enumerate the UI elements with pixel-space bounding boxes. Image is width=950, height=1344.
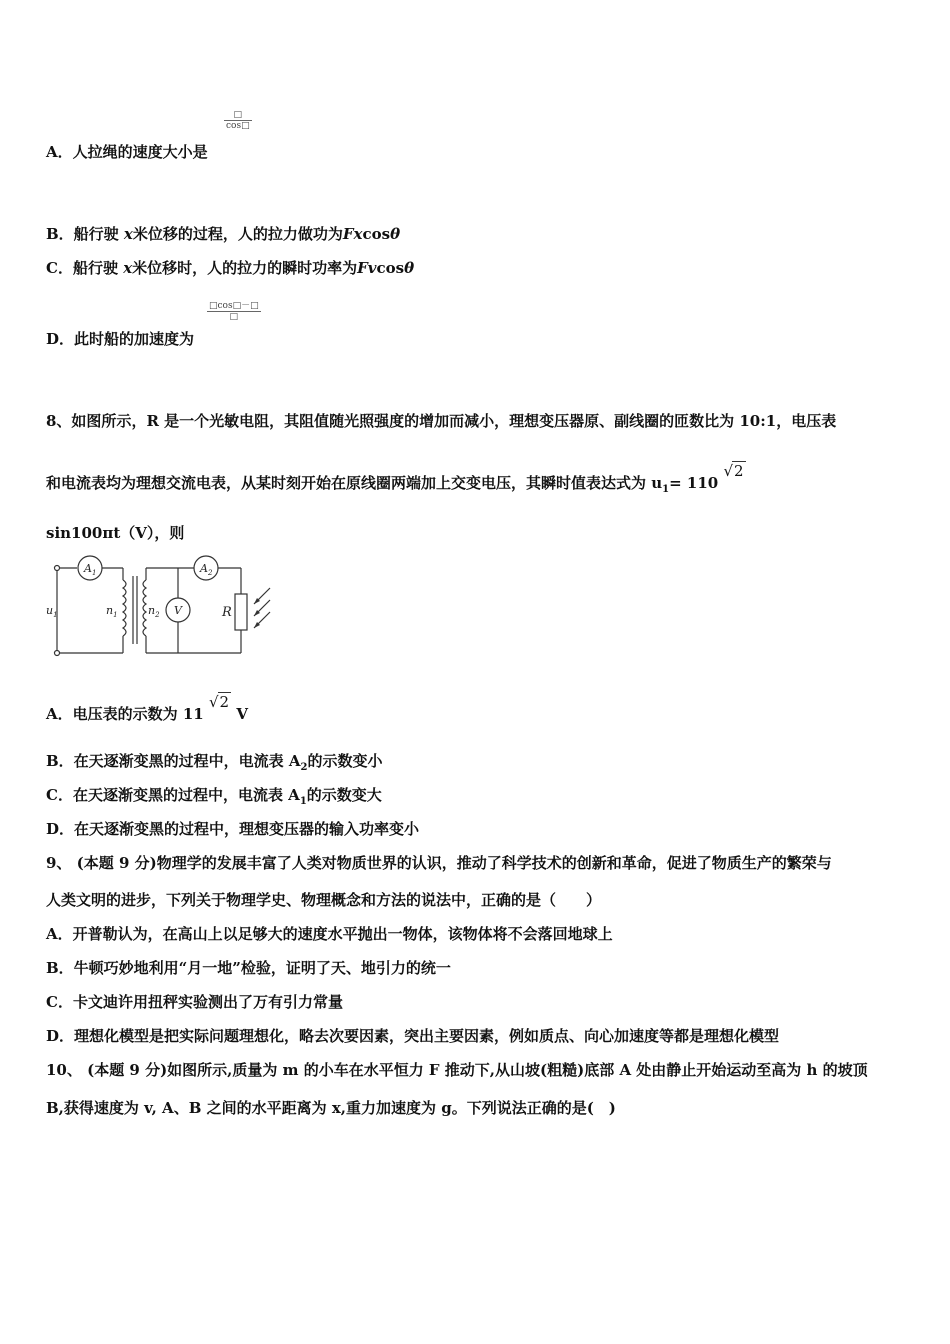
q10-stem-line2	[46, 1097, 616, 1118]
option-text-tail: 的示数变小	[307, 752, 383, 770]
stem-text: 人类文明的进步，下列关于物理学史、物理概念和方法的说法中，正确的是（ ）	[46, 891, 602, 909]
fraction-denominator: □	[229, 312, 239, 322]
stem-text: sin100πt（V），则	[46, 524, 185, 542]
q10-stem-line1	[46, 1059, 868, 1080]
option-text: D．理想化模型是把实际问题理想化，略去次要因素，突出主要因素，例如质点、向心加速度等都是理想化模型	[46, 1027, 780, 1045]
q9-option-c	[46, 991, 343, 1012]
q7-option-a	[46, 141, 208, 162]
transformer-circuit-diagram	[44, 552, 276, 660]
option-text: C．在天逐渐变黑的过程中，电流表 A	[46, 786, 300, 804]
q9-stem-line1	[46, 852, 832, 873]
fraction-acceleration	[207, 298, 261, 322]
stem-text: 和电流表均为理想交流电表，从某时刻开始在原线圈两端加上交变电压，其瞬时值表达式为 u	[46, 474, 663, 492]
unit: V	[236, 705, 248, 723]
q8-option-a	[46, 693, 248, 724]
subscript: 2	[300, 762, 308, 773]
radicand: 2	[219, 693, 230, 711]
sqrt-symbol	[723, 461, 745, 480]
label-a2: $A_2$	[200, 562, 213, 577]
subscript: 1	[299, 796, 307, 807]
terminal-bottom	[55, 651, 60, 656]
q7-option-d	[46, 328, 194, 349]
label-a1: $A_1$	[84, 562, 97, 577]
fraction-numerator: □	[224, 110, 252, 121]
stem-text: 9、 (本题 9 分)物理学的发展丰富了人类对物质世界的认识，推动了科学技术的创新和革命，促进了物质生产的繁荣与	[46, 854, 832, 872]
label-n1: $n_1$	[106, 604, 118, 619]
sqrt-symbol	[209, 692, 231, 711]
option-text: B．牛顿巧妙地利用“月一地”检验，证明了天、地引力的统一	[46, 959, 451, 977]
variable-x: x	[123, 225, 133, 243]
stem-text: 8、如图所示，R 是一个光敏电阻，其阻值随光照强度的增加而减小，理想变压器原、副线圈的匝数比为 10:1，电压表	[46, 412, 837, 430]
option-text: D．在天逐渐变黑的过程中，理想变压器的输入功率变小	[46, 820, 420, 838]
q9-option-a	[46, 923, 613, 944]
option-text: A．人拉绳的速度大小是	[46, 143, 208, 161]
fraction-denominator: cos□	[226, 121, 250, 131]
subscript: 1	[662, 484, 670, 495]
option-text-mid: 米位移的过程，人的拉力做功为	[132, 225, 343, 243]
q7-option-c	[46, 257, 414, 278]
option-text: C．卡文迪许用扭秤实验测出了万有引力常量	[46, 993, 343, 1011]
expr-cos: cos	[376, 259, 405, 277]
radical-sign: √	[208, 693, 219, 711]
q8-option-b	[46, 750, 383, 773]
label-u1: $u_1$	[46, 604, 58, 619]
q8-option-d	[46, 818, 419, 839]
expr-theta: θ	[390, 225, 401, 243]
label-v: V	[174, 604, 182, 617]
option-text: D．此时船的加速度为	[46, 330, 195, 348]
label-n2: $n_2$	[148, 604, 160, 619]
stem-text: B,获得速度为 v, A、B 之间的水平距离为 x,重力加速度为 g。下列说法正确的是( )	[46, 1099, 616, 1117]
label-r: R	[222, 605, 232, 620]
stem-text-tail: = 110	[669, 474, 719, 492]
secondary-coil	[143, 580, 146, 636]
expr-fx: Fx	[342, 225, 363, 243]
terminal-top	[55, 566, 60, 571]
stem-text: 10、 (本题 9 分)如图所示,质量为 m 的小车在水平恒力 F 推动下,从山坡(粗糙)底部 A 处由静止开始运动至高为 h 的坡顶	[46, 1061, 868, 1079]
fraction-speed	[224, 110, 252, 131]
option-text: B．船行驶	[46, 225, 119, 243]
photoresistor-r	[235, 594, 247, 630]
q8-stem-line3	[46, 522, 184, 543]
q9-option-d	[46, 1025, 779, 1046]
option-text: A．开普勒认为，在高山上以足够大的速度水平抛出一物体，该物体将不会落回地球上	[46, 925, 613, 943]
q9-option-b	[46, 957, 451, 978]
radicand: 2	[734, 462, 744, 480]
fraction-numerator: □cos□－□	[207, 298, 261, 312]
option-text: B．在天逐渐变黑的过程中，电流表 A	[46, 752, 301, 770]
option-text: A．电压表的示数为 11	[46, 705, 204, 723]
option-text-mid: 米位移时，人的拉力的瞬时功率为	[132, 259, 358, 277]
primary-coil	[123, 580, 126, 636]
radical-sign: √	[723, 462, 734, 480]
q7-option-b	[46, 223, 400, 244]
q9-stem-line2	[46, 889, 601, 910]
expr-fv: Fv	[357, 259, 377, 277]
expr-theta: θ	[404, 259, 415, 277]
variable-x: x	[123, 259, 133, 277]
q8-stem-line1	[46, 410, 836, 431]
q8-stem-line2	[46, 462, 746, 495]
option-text-tail: 的示数变大	[306, 786, 382, 804]
option-text: C．船行驶	[46, 259, 118, 277]
expr-cos: cos	[362, 225, 391, 243]
q8-option-c	[46, 784, 382, 807]
